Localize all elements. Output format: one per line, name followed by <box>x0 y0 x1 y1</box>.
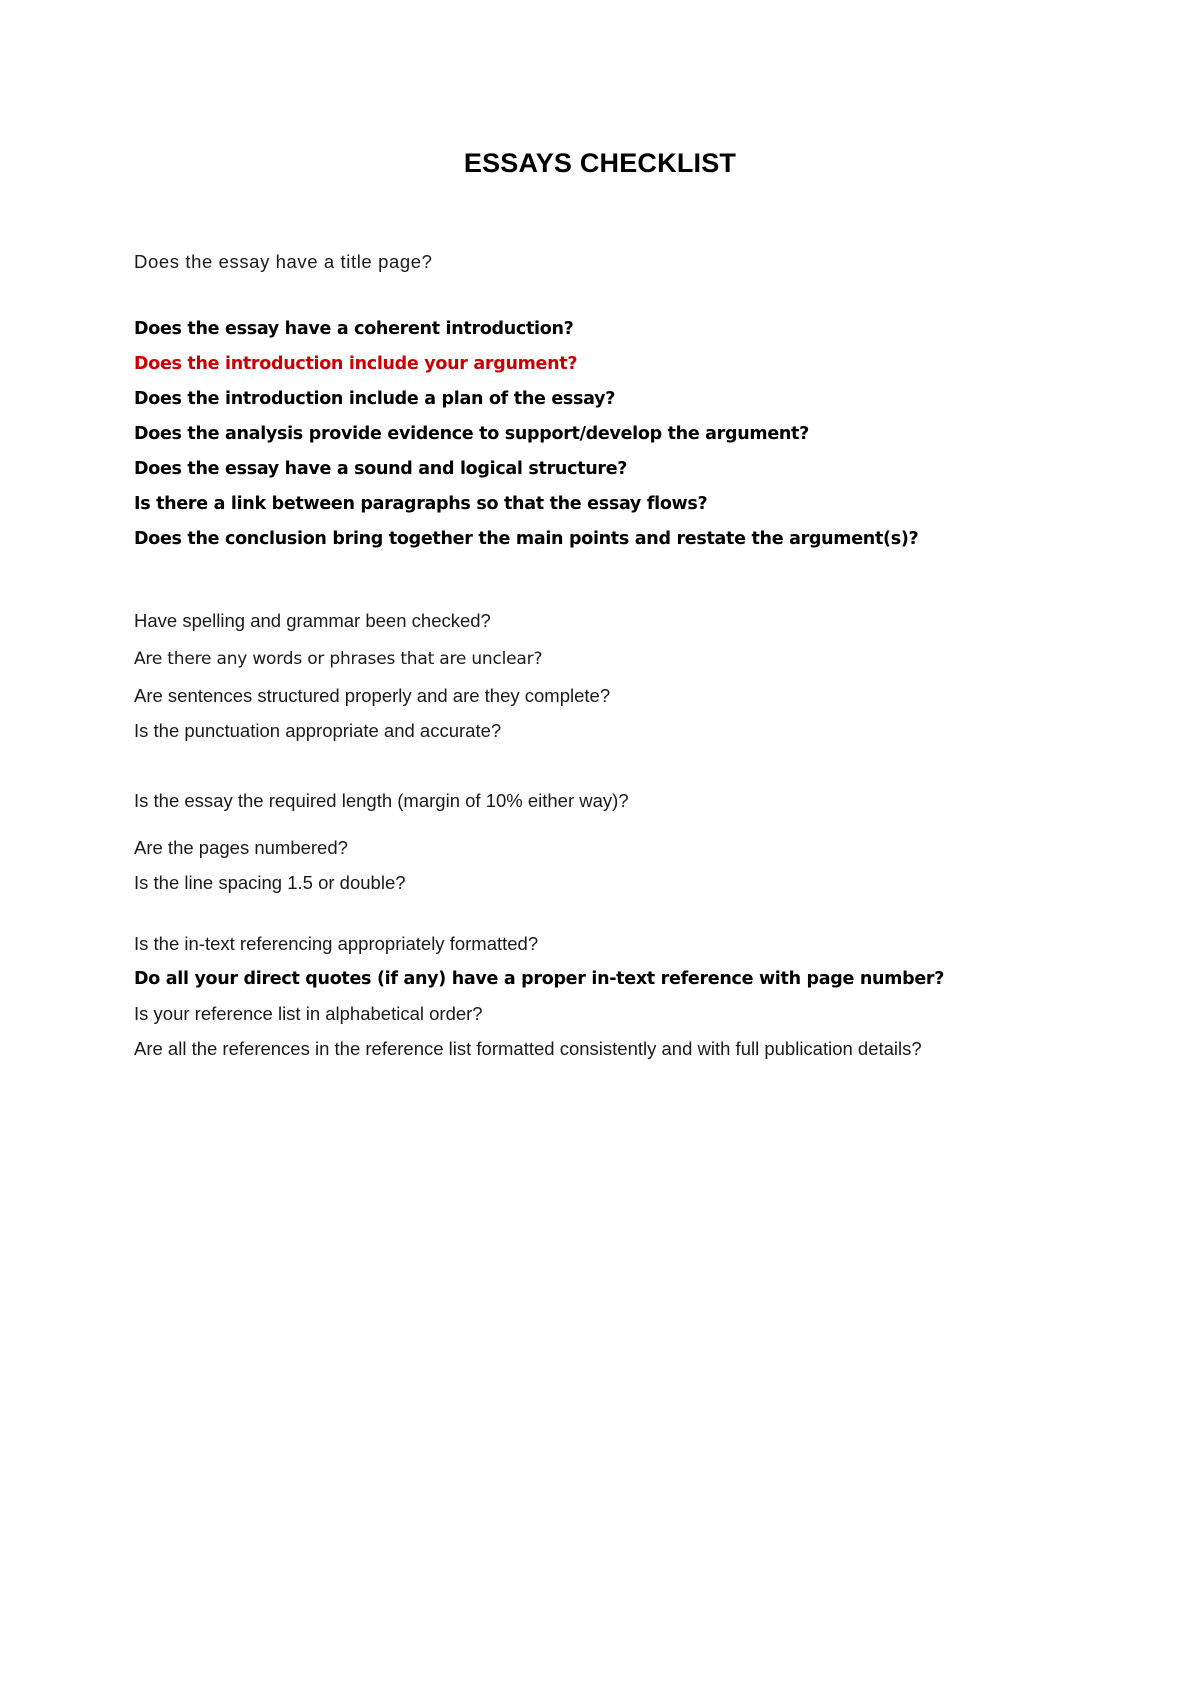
checklist-item-coherent-introduction: Does the essay have a coherent introduction? <box>134 319 574 339</box>
checklist-item-pages-numbered: Are the pages numbered? <box>134 837 348 858</box>
checklist-item-unclear-phrases: Are there any words or phrases that are unclear? <box>134 649 543 669</box>
checklist-item-introduction-argument: Does the introduction include your argument? <box>134 354 578 374</box>
checklist-item-title-page: Does the essay have a title page? <box>134 251 433 272</box>
checklist-item-direct-quotes: Do all your direct quotes (if any) have a proper in-text reference with page number? <box>134 969 945 989</box>
checklist-item-analysis-evidence: Does the analysis provide evidence to support/develop the argument? <box>134 424 809 444</box>
checklist-item-required-length: Is the essay the required length (margin of 10% either way)? <box>134 790 629 811</box>
page-title: ESSAYS CHECKLIST <box>463 148 737 178</box>
checklist-item-logical-structure: Does the essay have a sound and logical structure? <box>134 459 628 479</box>
checklist-item-in-text-referencing: Is the in-text referencing appropriately formatted? <box>134 933 539 954</box>
checklist-item-paragraph-links: Is there a link between paragraphs so that the essay flows? <box>134 494 708 514</box>
checklist-item-introduction-plan: Does the introduction include a plan of the essay? <box>134 389 616 409</box>
checklist-item-reference-format: Are all the references in the reference list formatted consistently and with full publication details? <box>134 1038 922 1059</box>
checklist-item-sentence-structure: Are sentences structured properly and are they complete? <box>134 685 611 706</box>
checklist-item-conclusion: Does the conclusion bring together the main points and restate the argument(s)? <box>134 529 919 549</box>
checklist-item-spelling-grammar: Have spelling and grammar been checked? <box>134 610 491 631</box>
checklist-item-alphabetical-order: Is your reference list in alphabetical order? <box>134 1003 483 1024</box>
checklist-item-punctuation: Is the punctuation appropriate and accurate? <box>134 720 502 741</box>
checklist-item-line-spacing: Is the line spacing 1.5 or double? <box>134 872 406 893</box>
